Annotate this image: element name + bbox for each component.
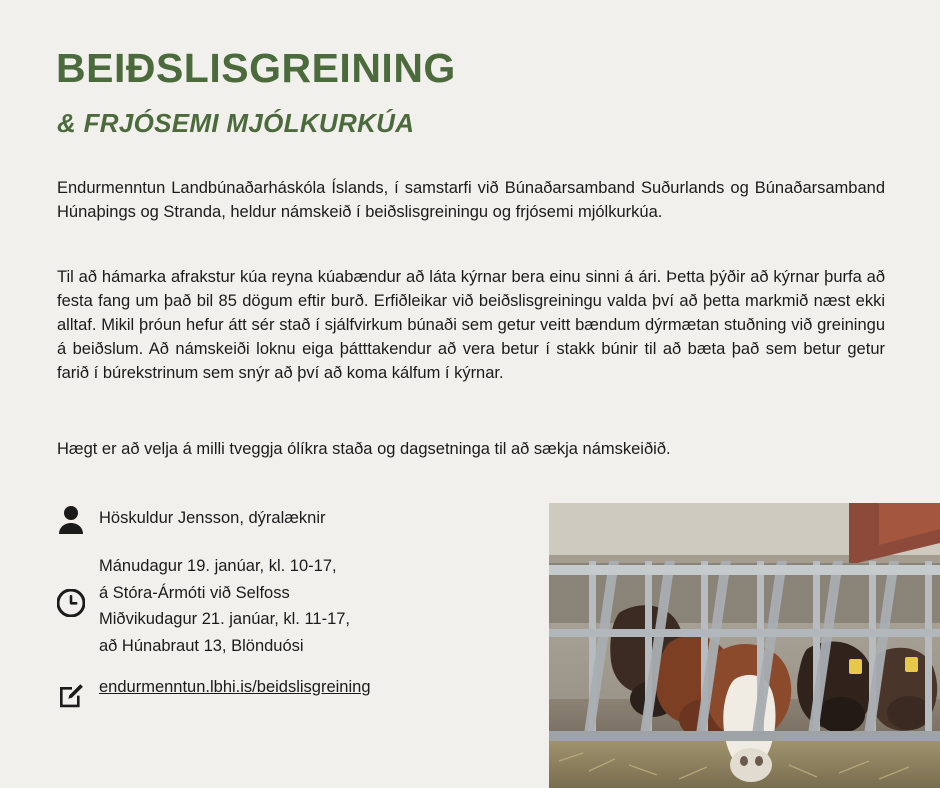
register-pencil-icon	[57, 678, 99, 710]
page-title: BEIÐSLISGREINING	[56, 45, 456, 91]
cows-photo	[549, 503, 940, 788]
registration-row[interactable]	[57, 678, 527, 710]
options-paragraph: Hægt er að velja á milli tveggja ólíkra staða og dagsetninga til að sækja námskeiðið.	[57, 440, 671, 458]
person-icon	[57, 503, 99, 535]
schedule-line-1: Mánudagur 19. janúar, kl. 10-17,	[99, 557, 337, 575]
schedule-line-4: að Húnabraut 13, Blönduósi	[99, 637, 304, 656]
schedule-line-2: á Stóra-Ármóti við Selfoss	[99, 583, 290, 602]
registration-link[interactable]: endurmenntun.lbhi.is/beidslisgreining	[99, 677, 371, 696]
instructor-name: Höskuldur Jensson, dýralæknir	[99, 509, 326, 527]
instructor-row	[57, 503, 527, 535]
clock-icon	[57, 553, 99, 617]
description-paragraph: Til að hámarka afrakstur kúa reyna kúabændur að láta kýrnar bera einu sinni á ári. Þetta þýðir að kýrnar þurfa að festa fang um það bil 85 dögum eftir burð. Erfiðleikar við beiðslisgreiningu valda því að þetta markmið næst ekki alltaf. Mikil þróun hefur átt sér stað í sjálfvirkum búnaði sem getur veitt bændum dýrmætan stuðning við greiningu á beiðslum. Að námskeiði loknu eiga þátttakendur að vera betur í stakk búnir til að bæta það sem betur getur farið í búrekstrinum sem snýr að því að koma kálfum í kýrnar.	[57, 268, 885, 382]
schedule-text	[99, 553, 350, 660]
schedule-line-3: Miðvikudagur 21. janúar, kl. 11-17,	[99, 610, 351, 629]
intro-paragraph: Endurmenntun Landbúnaðarháskóla Íslands, í samstarfi við Búnaðarsamband Suðurlands og Búnaðarsamband Húnaþings og Stranda, heldur námskeið í beiðslisgreiningu og frjósemi mjólkurkúa.	[57, 179, 885, 221]
schedule-row	[57, 553, 527, 660]
details-block	[57, 503, 527, 728]
page-subtitle: & FRJÓSEMI MJÓLKURKÚA	[57, 108, 415, 138]
